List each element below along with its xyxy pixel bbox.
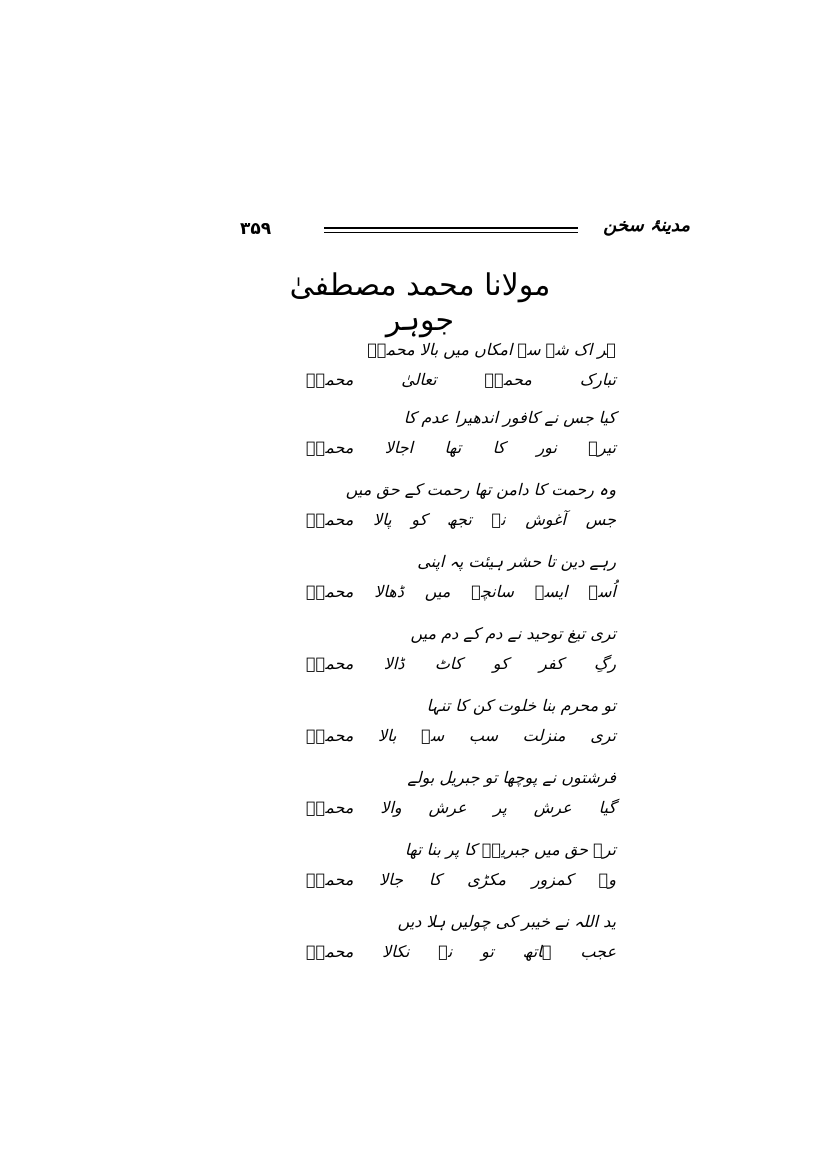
misra-first: رہے دین تا حشر ہیئت پہ اپنی: [417, 552, 616, 571]
misra-first: وہ رحمت کا دامن تھا رحمت کے حق میں: [345, 480, 616, 499]
misra-first: کیا جس نے کافور اندھیرا عدم کا: [403, 408, 616, 427]
misra-first: ید اللہ نے خیبر کی چولیں ہلا دیں: [397, 912, 616, 931]
misra-second: جس آغوش نے تجھ کو پالا محمدؐ: [306, 510, 616, 529]
couplet: [300, 840, 640, 912]
page-number: ۳۵۹: [240, 219, 272, 239]
couplet: [300, 480, 640, 552]
misra-second: اُسے ایسے سانچے میں ڈھالا محمدؐ: [306, 582, 616, 601]
misra-second: تبارک محمدؐ تعالیٰ محمدؐ: [306, 370, 616, 389]
poem-body: [300, 340, 640, 984]
misra-second: گیا عرش پر عرش والا محمدؐ: [306, 798, 616, 817]
misra-second: تیرے نور کا تھا اجالا محمدؐ: [306, 438, 616, 457]
misra-second: تری منزلت سب سے بالا محمدؐ: [306, 726, 616, 745]
misra-first: تو محرم بنا خلوت کن کا تنہا: [426, 696, 616, 715]
couplet: [300, 624, 640, 696]
couplet: [300, 552, 640, 624]
poet-name-heading: مولانا محمد مصطفیٰ جوہر: [289, 268, 551, 338]
header-rule-thick: [324, 227, 578, 229]
couplet: [300, 768, 640, 840]
misra-second: وہ کمزور مکڑی کا جالا محمدؐ: [306, 870, 616, 889]
misra-first: ترے حق میں جبریلؑ کا پر بنا تھا: [404, 840, 616, 859]
book-title: مدینۂ سخن: [603, 215, 690, 236]
misra-second: عجب ہاتھ تو نے نکالا محمدؐ: [306, 942, 616, 961]
couplet: [300, 408, 640, 480]
running-header: [240, 215, 690, 255]
misra-first: ہر اک شے سے امکاں میں بالا محمدؐ: [367, 340, 616, 359]
misra-first: تری تیغ توحید نے دم کے دم میں: [410, 624, 616, 643]
couplet: [300, 912, 640, 984]
misra-first: فرشتوں نے پوچھا تو جبریل بولے: [407, 768, 616, 787]
couplet: [300, 696, 640, 768]
header-rule-thin: [324, 232, 578, 233]
couplet: [300, 340, 640, 408]
misra-second: رگِ کفر کو کاٹ ڈالا محمدؐ: [306, 654, 616, 673]
